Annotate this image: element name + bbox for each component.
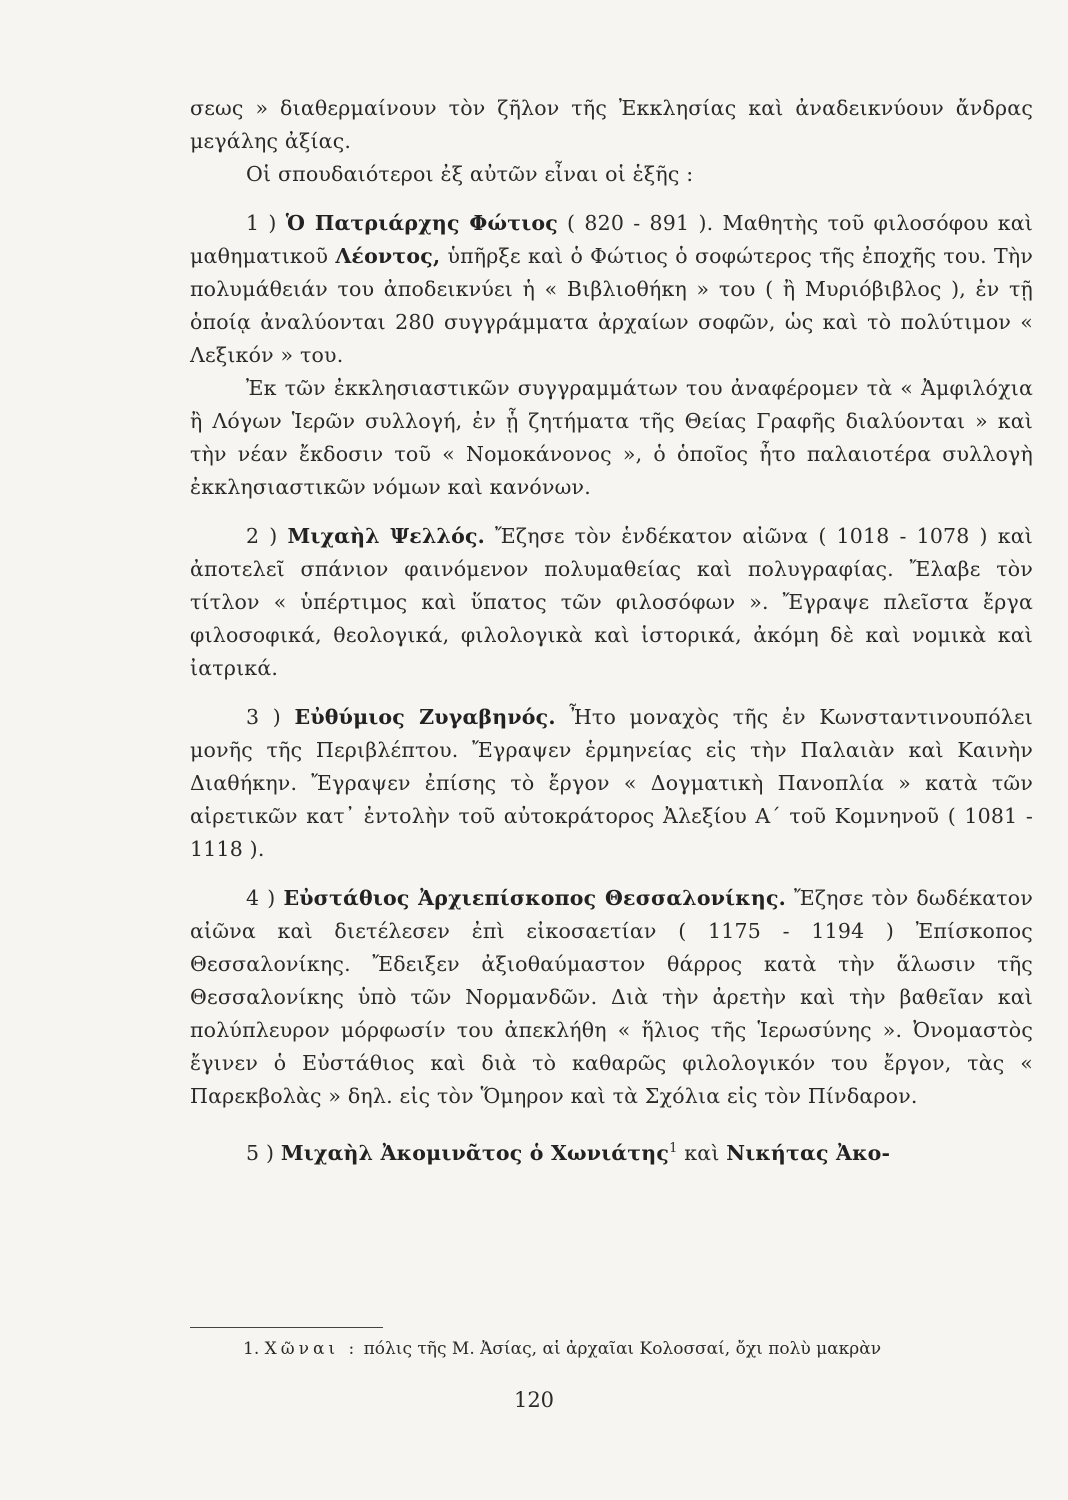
entry-number: 2 ) (246, 524, 278, 548)
page-number: 120 (513, 1388, 555, 1412)
entry-name: Ὁ Πατριάρχης Φώτιος (285, 211, 558, 235)
paragraph-continuation: σεως » διαθερμαίνουν τὸν ζῆλον τῆς Ἐκκλησίας καὶ ἀναδεικνύουν ἄνδρας μεγάλης ἀξίας. (190, 96, 1033, 153)
entry-text: Ἔζησε τὸν ἑνδέκατον αἰῶνα ( 1018 - 1078 ) καὶ ἀποτελεῖ σπάνιον φαινόμενον πολυμαθείας καὶ πολυγραφίας. Ἔλαβε τὸν τίτλον « ὑπέρτιμος καὶ ὕπατος τῶν φιλοσόφων ». Ἔγραψε πλεῖστα ἔργα φιλοσοφικά, θεολογικά, φιλολογικὰ καὶ ἱστορικά, ἀκόμη δὲ καὶ νομικὰ καὶ ἰατρικά. (190, 524, 1034, 680)
entry-name: Εὐθύμιος Ζυγαβηνός. (294, 705, 556, 729)
footnote-divider (190, 1327, 383, 1328)
entry-text: Ἦτο μοναχὸς τῆς ἐν Κωνσταντινουπόλει μονῆς τῆς Περιβλέπτου. Ἔγραψεν ἑρμηνείας εἰς τὴν Παλαιὰν καὶ Καινὴν Διαθήκην. Ἔγραψεν ἐπίσης τὸ ἔργον « Δογματικὴ Πανοπλία » κατὰ τῶν αἱρετικῶν κατ᾽ ἐντολὴν τοῦ αὐτοκράτορος Ἀλεξίου Α΄ τοῦ Κομνηνοῦ ( 1081 - 1118 ). (190, 705, 1033, 861)
footnote-text: πόλις τῆς Μ. Ἀσίας, αἱ ἀρχαῖαι Κολοσσαί, ὄχι πολὺ μακρὰν (363, 1339, 882, 1359)
paragraph-photios-works: Ἐκ τῶν ἐκκλησιαστικῶν συγγραμμάτων του ἀναφέρομεν τὰ « Ἀμφιλόχια ἢ Λόγων Ἱερῶν συλλογή, ἐν ᾗ ζητήματα τῆς Θείας Γραφῆς διαλύονται » καὶ τὴν νέαν ἔκδοσιν τοῦ « Νομοκάνονος », ὁ ὁποῖος ἦτο παλαιοτέρα συλλογὴ ἐκκλησιαστικῶν νόμων καὶ κανόνων. (190, 376, 1033, 499)
footnote-number: 1. (243, 1339, 260, 1359)
entry-photios (190, 207, 1033, 372)
entry-name-secondary: Νικήτας Ἀκο- (726, 1141, 891, 1165)
entry-akominatos (190, 1137, 1033, 1170)
entry-number: 5 ) (246, 1141, 275, 1165)
entry-psellos (190, 520, 1033, 685)
entry-name: Μιχαὴλ Ψελλός. (287, 524, 486, 548)
footnote (243, 1336, 1043, 1362)
main-text (190, 92, 1033, 1170)
entry-name: Εὐστάθιος Ἀρχιεπίσκοπος Θεσσαλονίκης. (283, 886, 786, 910)
entry-zygavenos (190, 701, 1033, 866)
entry-name-secondary: Λέοντος, (335, 244, 441, 268)
entry-number: 3 ) (246, 705, 281, 729)
entry-number: 4 ) (246, 886, 276, 910)
entry-number: 1 ) (246, 211, 277, 235)
footnote-term: Χῶναι : (264, 1339, 359, 1359)
entry-text: Ἔζησε τὸν δωδέκατον αἰῶνα καὶ διετέλεσεν ἐπὶ εἰκοσαετίαν ( 1175 - 1194 ) Ἐπίσκοπος Θεσσαλονίκης. Ἔδειξεν ἀξιοθαύμαστον θάρρος κατὰ τὴν ἅλωσιν τῆς Θεσσαλονίκης ὑπὸ τῶν Νορμανδῶν. Διὰ τὴν ἀρετὴν καὶ τὴν βαθεῖαν καὶ πολύπλευρον μόρφωσίν του ἀπεκλήθη « ἥλιος τῆς Ἱερωσύνης ». Ὀνομαστὸς ἔγινεν ὁ Εὐστάθιος καὶ διὰ τὸ καθαρῶς φιλολογικόν του ἔργον, τὰς « Παρεκβολὰς » δηλ. εἰς τὸν Ὅμηρον καὶ τὰ Σχόλια εἰς τὸν Πίνδαρον. (190, 886, 1034, 1108)
footnote-ref: 1 (669, 1141, 678, 1157)
entry-text-cont: ὑπῆρξε καὶ ὁ Φώτιος ὁ σοφώτερος τῆς ἐποχῆς του. Τὴν πολυμάθειάν του ἀποδεικνύει ἡ « Βιβλιοθήκη » του ( ἢ Μυριόβιβλος ), ἐν τῇ ὁποίᾳ ἀναλύονται 280 συγγράμματα ἀρχαίων σοφῶν, ὡς καὶ τὸ πολύτιμον « Λεξικόν » του. (190, 244, 1034, 367)
entry-text: ( 820 - 891 ). Μαθητὴς τοῦ φιλοσόφου καὶ μαθηματικοῦ (190, 211, 1033, 268)
entry-name: Μιχαὴλ Ἀκομινᾶτος ὁ Χωνιάτης (280, 1141, 670, 1165)
entry-eustathios (190, 882, 1033, 1113)
entry-text: καὶ (684, 1141, 720, 1165)
paragraph-intro: Οἱ σπουδαιότεροι ἐξ αὐτῶν εἶναι οἱ ἑξῆς : (246, 162, 694, 186)
